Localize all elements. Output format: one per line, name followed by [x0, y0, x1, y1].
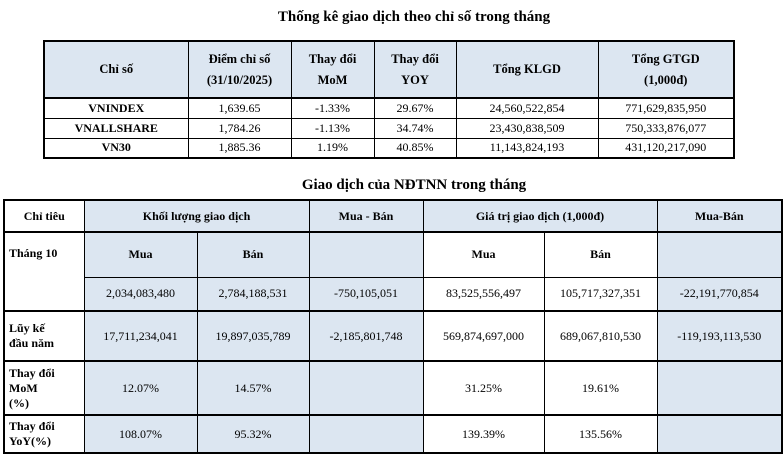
t2-thang10-gt-diff: -22,191,770,854 [657, 277, 782, 311]
t2-subheader-gt-mua: Mua [423, 232, 544, 277]
t2-thang10-kl-ban: 2,784,188,531 [197, 277, 309, 311]
t1-vn30-points: 1,885.36 [188, 138, 291, 158]
t2-yoy-kl-mua: 108.07% [84, 415, 197, 453]
t2-header-khoi-luong: Khối lượng giao dịch [84, 200, 309, 232]
t2-header-mua-ban-kl: Mua - Bán [309, 200, 423, 232]
t2-empty-cell [309, 361, 423, 415]
t1-vnallshare-yoy: 34.74% [374, 118, 456, 138]
t2-yoy-gt-ban: 135.56% [544, 415, 657, 453]
t2-row-mom [4, 361, 782, 415]
t1-vnindex-yoy: 29.67% [374, 98, 456, 118]
t1-header-row [44, 41, 734, 98]
t1-vnallshare-points: 1,784.26 [188, 118, 291, 138]
t1-vnallshare-gtgd: 750,333,876,077 [598, 118, 734, 138]
t1-vn30-mom: 1.19% [291, 138, 374, 158]
t2-empty-cell [657, 361, 782, 415]
t2-mom-gt-mua: 31.25% [423, 361, 544, 415]
t2-header-gia-tri: Giá trị giao dịch (1,000đ) [423, 200, 657, 232]
foreign-trading-table [3, 199, 783, 454]
t2-luyke-gt-diff: -119,193,113,530 [657, 311, 782, 361]
t2-subheader-kl-ban: Bán [197, 232, 309, 277]
t1-header-chi-so: Chỉ số [44, 41, 188, 98]
t2-thang10-kl-diff: -750,105,051 [309, 277, 423, 311]
t1-header-diem-chi-so: Điểm chỉ số (31/10/2025) [188, 41, 291, 98]
t2-subheader-kl-mua: Mua [84, 232, 197, 277]
t2-luyke-kl-diff: -2,185,801,748 [309, 311, 423, 361]
t1-vn30-gtgd: 431,120,217,090 [598, 138, 734, 158]
t1-vnindex-points: 1,639.65 [188, 98, 291, 118]
t2-label-thang-10: Tháng 10 [4, 232, 84, 311]
t1-vnallshare-klgd: 23,430,838,509 [456, 118, 598, 138]
t2-thang10-gt-ban: 105,717,327,351 [544, 277, 657, 311]
t2-subheader-gt-ban: Bán [544, 232, 657, 277]
t1-row-vnindex [44, 98, 734, 118]
t1-vnindex-mom: -1.33% [291, 98, 374, 118]
t2-luyke-gt-mua: 569,874,697,000 [423, 311, 544, 361]
t2-empty-cell [309, 232, 423, 277]
t2-thang10-kl-mua: 2,034,083,480 [84, 277, 197, 311]
t1-vnindex-klgd: 24,560,522,854 [456, 98, 598, 118]
t1-row-vnallshare [44, 118, 734, 138]
index-stats-table [43, 40, 735, 159]
t2-row-luy-ke [4, 311, 782, 361]
t2-header-row [4, 200, 782, 232]
foreign-trading-title: Giao dịch của NĐTNN trong tháng [301, 177, 527, 193]
t1-header-tong-klgd: Tổng KLGD [456, 41, 598, 98]
t1-vn30-klgd: 11,143,824,193 [456, 138, 598, 158]
t1-vnindex-name: VNINDEX [44, 98, 188, 118]
t2-mom-kl-mua: 12.07% [84, 361, 197, 415]
t2-yoy-gt-mua: 139.39% [423, 415, 544, 453]
t1-header-thay-doi-yoy: Thay đổi YOY [374, 41, 456, 98]
t1-vn30-yoy: 40.85% [374, 138, 456, 158]
t2-header-mua-ban-gt: Mua-Bán [657, 200, 782, 232]
t2-row-yoy [4, 415, 782, 453]
t2-header-chi-tieu: Chỉ tiêu [4, 200, 84, 232]
t2-label-mom: Thay đổi MoM (%) [4, 361, 84, 415]
t1-header-thay-doi-mom: Thay đổi MoM [291, 41, 374, 98]
t2-luyke-kl-ban: 19,897,035,789 [197, 311, 309, 361]
t2-thang10-gt-mua: 83,525,556,497 [423, 277, 544, 311]
t2-label-luy-ke: Lũy kế đầu năm [4, 311, 84, 361]
t1-vnindex-gtgd: 771,629,835,950 [598, 98, 734, 118]
t2-subheader-row [4, 232, 782, 277]
t1-row-vn30 [44, 138, 734, 158]
t2-row-thang10-values [4, 277, 782, 311]
t2-yoy-kl-ban: 95.32% [197, 415, 309, 453]
t2-empty-cell [657, 232, 782, 277]
t1-vnallshare-name: VNALLSHARE [44, 118, 188, 138]
t2-empty-cell [657, 415, 782, 453]
t1-header-tong-gtgd: Tổng GTGD (1,000đ) [598, 41, 734, 98]
t1-vn30-name: VN30 [44, 138, 188, 158]
t2-luyke-gt-ban: 689,067,810,530 [544, 311, 657, 361]
t2-luyke-kl-mua: 17,711,234,041 [84, 311, 197, 361]
index-stats-title: Thống kê giao dịch theo chỉ số trong tháng [277, 9, 551, 25]
t1-vnallshare-mom: -1.13% [291, 118, 374, 138]
t2-empty-cell [309, 415, 423, 453]
t2-mom-gt-ban: 19.61% [544, 361, 657, 415]
t2-mom-kl-ban: 14.57% [197, 361, 309, 415]
t2-label-yoy: Thay đổi YoY(%) [4, 415, 84, 453]
